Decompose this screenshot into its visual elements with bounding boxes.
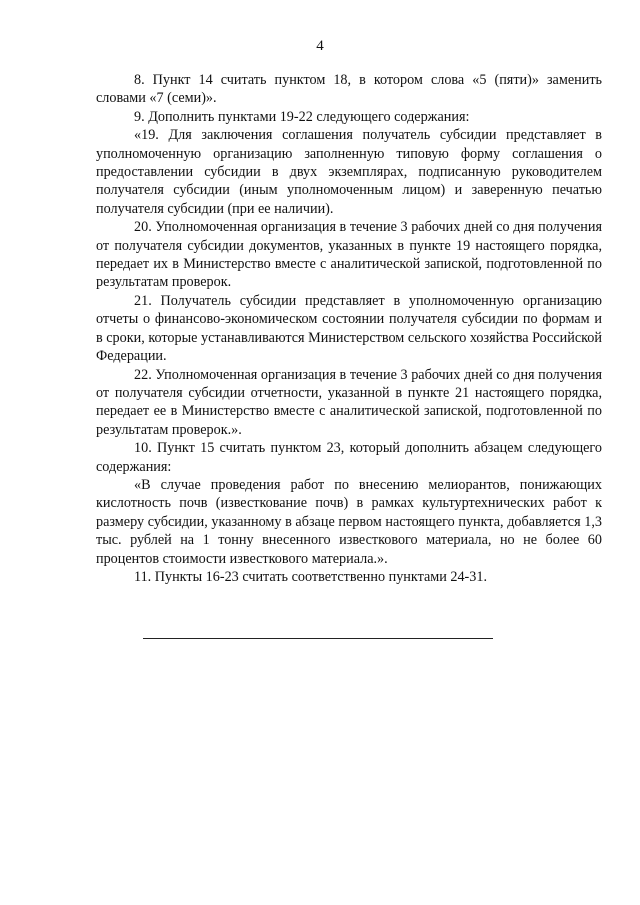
paragraph-item-10: 10. Пункт 15 считать пунктом 23, который дополнить абзацем следующего содержания:: [96, 440, 602, 475]
closing-divider-line: [143, 638, 493, 639]
paragraph-liming-clause: «В случае проведения работ по внесению мелиорантов, понижающих кислотность почв (известкование почв) в рамках культуртехнических работ к размеру субсидии, указанному в абзаце первом настоящего пункта, добавляется 1,3 тыс. рублей на 1 тонну внесенного известкового материала, но не более 60 процентов стоимости известкового материала.».: [96, 476, 602, 567]
page-number: 4: [316, 38, 324, 54]
document-body: [96, 71, 602, 586]
paragraph-item-11: 11. Пункты 16-23 считать соответственно пунктами 24-31.: [134, 568, 488, 585]
paragraph-clause-20: 20. Уполномоченная организация в течение 3 рабочих дней со дня получения от получателя субсидии документов, указанных в пункте 19 настоящего порядка, передает их в Министерство вместе с аналитической запиской, подготовленной по результатам проверок.: [96, 219, 602, 291]
paragraph-clause-22: 22. Уполномоченная организация в течение 3 рабочих дней со дня получения от получателя субсидии отчетности, указанной в пункте 21 настоящего порядка, передает ее в Министерство вместе с аналитической запиской, подготовленной по результатам проверок.».: [96, 366, 602, 438]
paragraph-clause-19: «19. Для заключения соглашения получатель субсидии представляет в уполномоченную организацию заполненную типовую форму соглашения о предоставлении субсидии в двух экземплярах, подписанную руководителем получателя субсидии (иным уполномоченным лицом) и заверенную печатью получателя субсидии (при ее наличии).: [96, 127, 602, 217]
paragraph-clause-21: 21. Получатель субсидии представляет в уполномоченную организацию отчеты о финансово-экономическом состоянии получателя субсидии по формам и в сроки, которые устанавливаются Министерством сельского хозяйства Российской Федерации.: [96, 292, 602, 365]
paragraph-item-9: 9. Дополнить пунктами 19-22 следующего содержания:: [134, 108, 470, 125]
paragraph-item-8: 8. Пункт 14 считать пунктом 18, в котором слова «5 (пяти)» заменить словами «7 (семи)».: [96, 72, 602, 107]
